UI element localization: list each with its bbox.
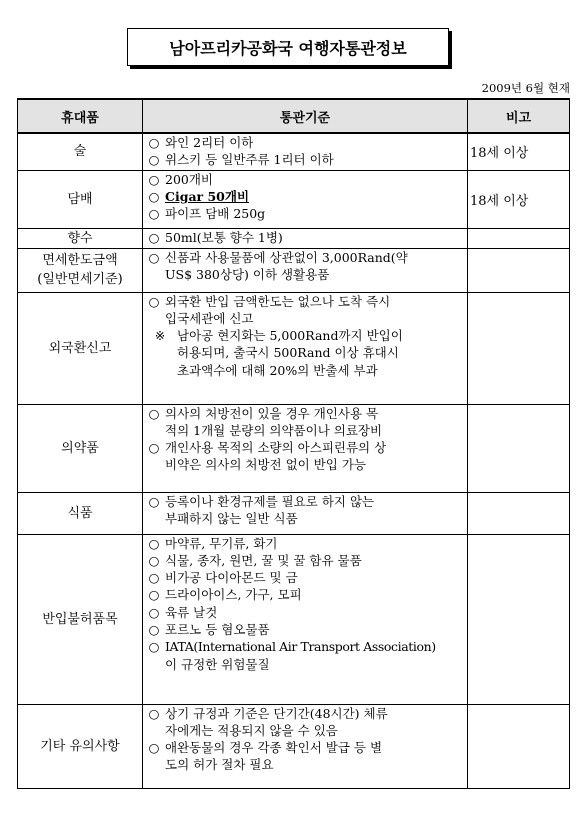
row-item: 식품 [18,492,143,534]
row-note [468,492,570,534]
header-standard: 통관기준 [143,99,468,133]
row-note [468,404,570,492]
as-of-date: 2009년 6월 현재 [481,81,570,95]
row-item: 의약품 [18,404,143,492]
table-header-row [18,99,570,133]
table-row [18,534,570,704]
row-standard: ○ 신품과 사용물품에 상관없이 3,000Rand(약 US$ 380상당) 이하 생활용품 [143,248,468,292]
row-item: 반입불허품목 [18,534,143,704]
row-item: 면세한도금액 (일반면세기준) [18,248,143,292]
table-row [18,292,570,404]
table-row [18,248,570,292]
row-standard: ○ 상기 규정과 기준은 단기간(48시간) 체류 자에게는 적용되지 않을 수 있음 ○ 애완동물의 경우 각종 확인서 발급 등 별 도의 허가 절차 필요 [143,704,468,788]
row-note [468,704,570,788]
row-note [468,228,570,248]
customs-table [17,98,570,789]
row-standard: ○ 마약류, 무기류, 화기 ○ 식물, 종자, 원면, 꿀 및 꿀 함유 물품 ○ 비가공 다이아몬드 및 금 ○ 드라이아이스, 가구, 모피 ○ 육류 날것 ○ 포르노 등 혐오물품 ○ IATA(International Air Transport Association) 이 규정한 위험물질 [143,534,468,704]
row-standard: ○ 등록이나 환경규제를 필요로 하지 않는 부패하지 않는 일반 식품 [143,492,468,534]
row-item: 기타 유의사항 [18,704,143,788]
row-standard: ○ 외국환 반입 금액한도는 없으나 도착 즉시 입국세관에 신고 ※ 남아공 현지화는 5,000Rand까지 반입이 허용되며, 출국시 500Rand 이상 휴대시 초과액수에 대해 20%의 반출세 부과 [143,292,468,404]
table-row [18,704,570,788]
row-note [468,534,570,704]
table-row [18,170,570,228]
header-note: 비고 [468,99,570,133]
row-item: 향수 [18,228,143,248]
row-standard: ○ 와인 2리터 이하 ○ 위스키 등 일반주류 1리터 이하 [143,133,468,170]
table-row [18,404,570,492]
row-standard: ○ 50ml(보통 향수 1병) [143,228,468,248]
row-note: 18세 이상 [468,170,570,228]
row-item: 담배 [18,170,143,228]
row-item: 술 [18,133,143,170]
table-row [18,492,570,534]
header-item: 휴대품 [18,99,143,133]
row-standard: ○ 200개비 ○ Cigar 50개비 ○ 파이프 담배 250g [143,170,468,228]
table-row [18,133,570,170]
page-title [127,28,449,66]
table-row [18,228,570,248]
row-item: 외국환신고 [18,292,143,404]
row-standard: ○ 의사의 처방전이 있을 경우 개인사용 목 적의 1개월 분량의 의약품이나 의료장비 ○ 개인사용 목적의 소량의 아스피린류의 상 비약은 의사의 처방전 없이 반입 가능 [143,404,468,492]
row-note [468,292,570,404]
row-note: 18세 이상 [468,133,570,170]
row-note [468,248,570,292]
page-title-text: 남아프리카공화국 여행자통관정보 [169,38,407,58]
